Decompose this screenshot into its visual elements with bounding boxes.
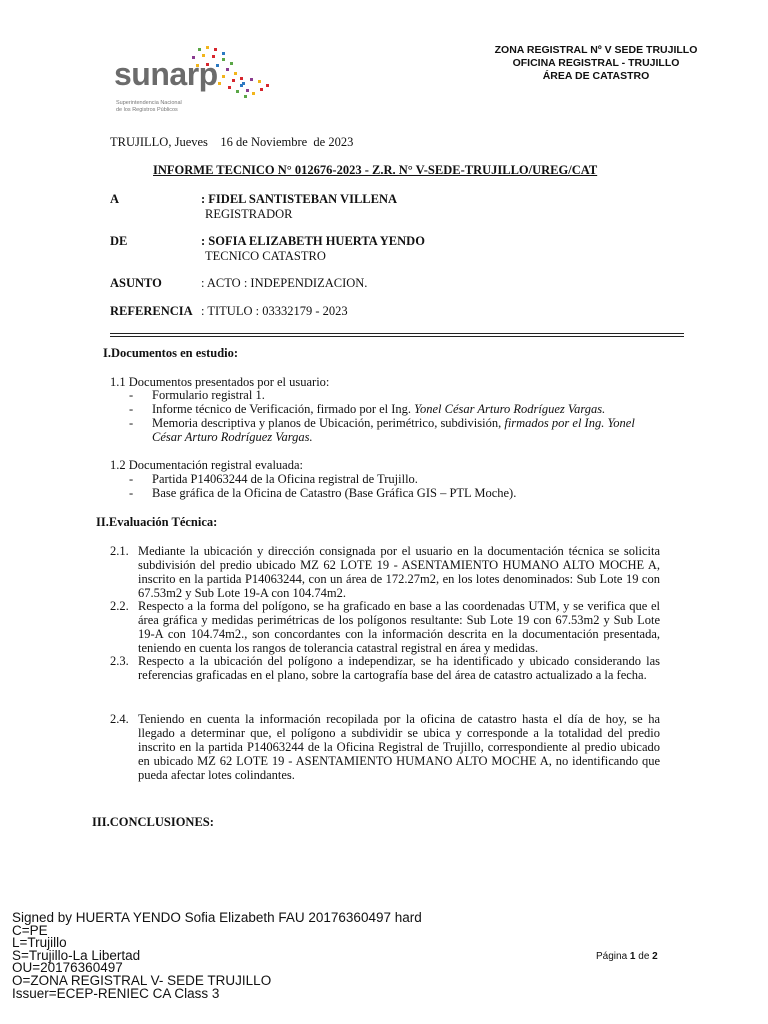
paragraph-2-2: Respecto a la forma del polígono, se ha graficado en base a las coordenadas UTM, y se verifica que el área gráfica y medidas perimétricas de los polígonos resultante: Sub Lote 19 con 67.53m2 y Sub Lote 19-A con 104.74m2., son concordantes con la información descrita en la documentación presentada, teniendo en cuenta los rangos de tolerancia catastral registral en área y medidas. bbox=[138, 599, 660, 655]
field-label-a: A bbox=[110, 192, 120, 206]
signed-by-text: firmados por el Ing. Yonel bbox=[504, 416, 635, 430]
paragraph-number: 2.2. bbox=[110, 599, 129, 613]
bullet-dash: - bbox=[129, 486, 134, 500]
subsection-1-1: 1.1 Documentos presentados por el usuario: bbox=[110, 375, 330, 389]
recipient-role: REGISTRADOR bbox=[205, 207, 293, 221]
digital-signature-block bbox=[12, 912, 422, 1000]
logo-dot bbox=[206, 46, 209, 49]
logo-dot bbox=[266, 84, 269, 87]
paragraph-number: 2.4. bbox=[110, 712, 129, 726]
logo-dot bbox=[252, 92, 255, 95]
signature-line: Signed by HUERTA YENDO Sofia Elizabeth FAU 20176360497 hard bbox=[12, 910, 422, 925]
office-header bbox=[486, 44, 706, 83]
logo-dot bbox=[222, 58, 225, 61]
logo-dot bbox=[226, 68, 229, 71]
field-value-asunto: : ACTO : INDEPENDIZACION. bbox=[201, 276, 368, 290]
list-item: Partida P14063244 de la Oficina registral de Trujillo. bbox=[152, 472, 418, 486]
logo-dot bbox=[242, 82, 245, 85]
list-item: Memoria descriptiva y planos de Ubicación, perimétrico, subdivisión, firmados por el Ing. Yonel César Arturo Rodríguez Vargas. bbox=[152, 416, 635, 444]
divider-line-2 bbox=[110, 336, 684, 337]
recipient-name: : FIDEL SANTISTEBAN VILLENA bbox=[201, 192, 398, 206]
logo-dot bbox=[228, 86, 231, 89]
header-line-3: ÁREA DE CATASTRO bbox=[542, 70, 650, 82]
paragraph-2-4: Teniendo en cuenta la información recopilada por la oficina de catastro hasta el día de hoy, se ha llegado a determinar que, el polígono a subdividir se ubica y corresponde a la totalidad del predio inscrito en la partida P14063244 de la Oficina Registral de Trujillo, correspondiente al predio ubicado en ubicado MZ 62 LOTE 19 - ASENTAMIENTO HUMANO ALTO MOCHE A, no identificando que pueda afectar lotes colindantes. bbox=[138, 712, 660, 782]
logo-subtitle-1: Superintendencia Nacional bbox=[116, 100, 182, 106]
logo-dot bbox=[218, 82, 221, 85]
logo-dot bbox=[232, 79, 235, 82]
logo-dot bbox=[240, 77, 243, 80]
logo-dot bbox=[222, 75, 225, 78]
signature-line: O=ZONA REGISTRAL V- SEDE TRUJILLO bbox=[12, 972, 272, 988]
section-2-heading: II.Evaluación Técnica: bbox=[96, 515, 218, 529]
signature-line: C=PE bbox=[12, 922, 48, 938]
logo-dot bbox=[250, 78, 253, 81]
header-line-1: ZONA REGISTRAL Nº V SEDE TRUJILLO bbox=[494, 44, 698, 56]
paragraph-number: 2.3. bbox=[110, 654, 129, 668]
page-number: Página 1 de 2 bbox=[596, 951, 658, 962]
subsection-1-2: 1.2 Documentación registral evaluada: bbox=[110, 458, 303, 472]
paragraph-number: 2.1. bbox=[110, 544, 129, 558]
divider-line-1 bbox=[110, 333, 684, 334]
logo-dot bbox=[234, 72, 237, 75]
field-label-referencia: REFERENCIA bbox=[110, 304, 193, 318]
signature-line: S=Trujillo-La Libertad bbox=[12, 947, 141, 963]
list-item: Formulario registral 1. bbox=[152, 388, 265, 402]
bullet-dash: - bbox=[129, 416, 134, 430]
engineer-name-cont: César Arturo Rodríguez Vargas. bbox=[152, 430, 313, 444]
signature-line: OU=20176360497 bbox=[12, 960, 123, 976]
engineer-name: Yonel César Arturo Rodríguez Vargas. bbox=[414, 402, 606, 416]
paragraph-2-1: Mediante la ubicación y dirección consignada por el usuario en la documentación técnica se solicita subdivisión del predio ubicado MZ 62 LOTE 19 - ASENTAMIENTO HUMANO ALTO MOCHE A, inscrito en la partida P14063244, con un área de 172.27m2, en los lotes denominados: Sub Lote 19 con 67.53m2 y Sub Lote 19-A con 104.74m2. bbox=[138, 544, 660, 600]
section-1-heading: I.Documentos en estudio: bbox=[103, 346, 239, 360]
list-item: Informe técnico de Verificación, firmado por el Ing. Yonel César Arturo Rodríguez Vargas. bbox=[152, 402, 606, 416]
sunarp-logo bbox=[110, 42, 280, 122]
field-value-a bbox=[201, 192, 397, 222]
section-3-heading: III.CONCLUSIONES: bbox=[92, 815, 214, 829]
signature-line: Issuer=ECEP-RENIEC CA Class 3 bbox=[12, 985, 220, 1001]
logo-dot bbox=[260, 88, 263, 91]
logo-subtitle-2: de los Registros Públicos bbox=[116, 107, 178, 113]
logo-dot bbox=[244, 95, 247, 98]
bullet-dash: - bbox=[129, 388, 134, 402]
logo-wordmark: sunarp bbox=[114, 56, 218, 92]
document-date: TRUJILLO, Jueves 16 de Noviembre de 2023 bbox=[110, 135, 354, 149]
logo-dot bbox=[198, 48, 201, 51]
logo-dot bbox=[258, 80, 261, 83]
logo-dot bbox=[236, 90, 239, 93]
signature-line: L=Trujillo bbox=[12, 935, 67, 951]
report-title: INFORME TECNICO N° 012676-2023 - Z.R. N° V-SEDE-TRUJILLO/UREG/CAT bbox=[153, 163, 598, 177]
list-item: Base gráfica de la Oficina de Catastro (Base Gráfica GIS – PTL Moche). bbox=[152, 486, 517, 500]
logo-dot bbox=[222, 52, 225, 55]
bullet-dash: - bbox=[129, 402, 134, 416]
bullet-dash: - bbox=[129, 472, 134, 486]
paragraph-2-3: Respecto a la ubicación del polígono a independizar, se ha identificado y ubicado considerando las referencias graficadas en el plano, sobre la cartografía base del área de catastro actualizado a la fecha. bbox=[138, 654, 660, 682]
header-line-2: OFICINA REGISTRAL - TRUJILLO bbox=[512, 57, 680, 69]
logo-dot bbox=[246, 89, 249, 92]
sender-name: : SOFIA ELIZABETH HUERTA YENDO bbox=[201, 234, 425, 248]
field-value-referencia: : TITULO : 03332179 - 2023 bbox=[201, 304, 348, 318]
field-value-de bbox=[201, 234, 425, 264]
field-label-asunto: ASUNTO bbox=[110, 276, 162, 290]
field-label-de: DE bbox=[110, 234, 128, 248]
logo-dot bbox=[230, 62, 233, 65]
sender-role: TECNICO CATASTRO bbox=[205, 249, 326, 263]
logo-dot bbox=[214, 48, 217, 51]
